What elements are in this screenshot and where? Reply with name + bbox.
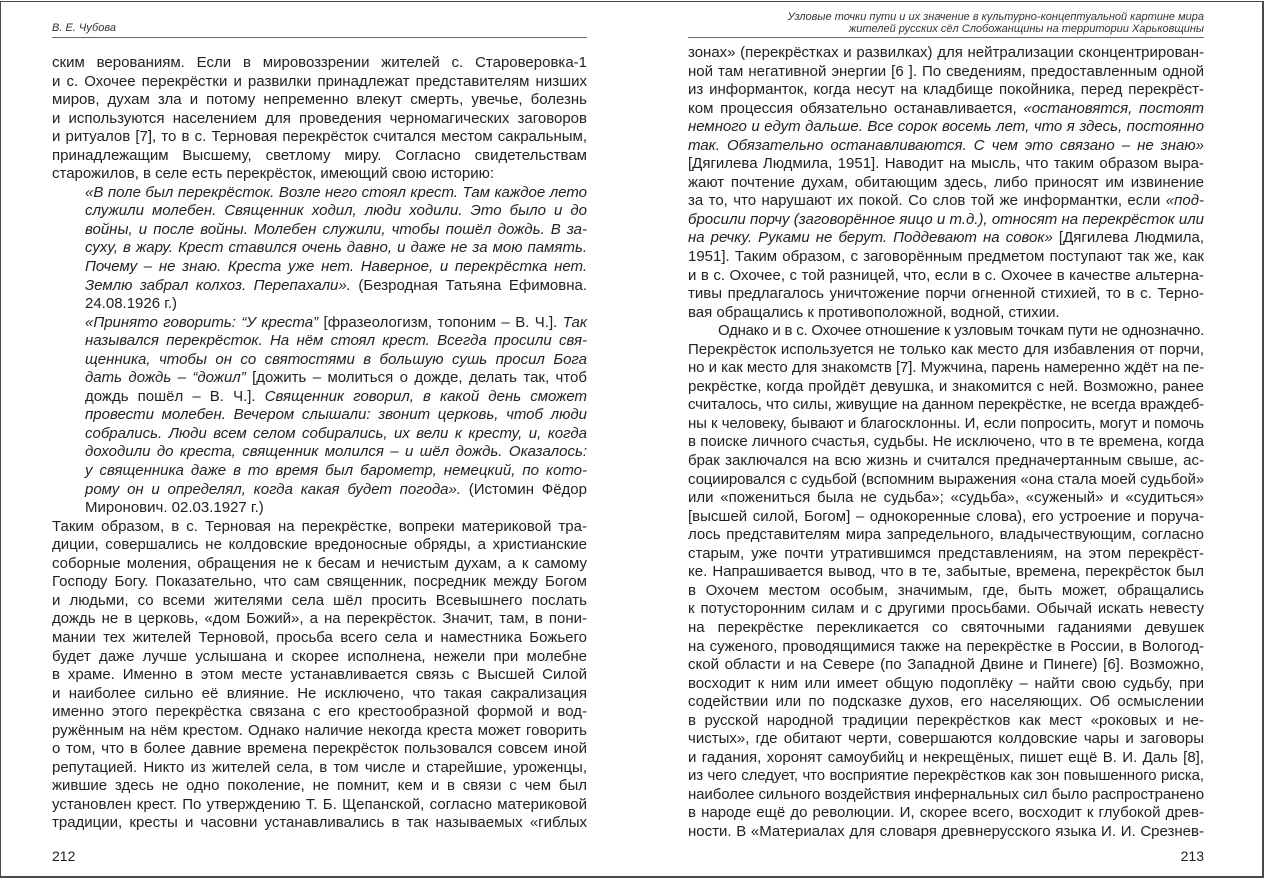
text: лось представителям мира запредельного, владычествующим, согласно	[688, 526, 1204, 544]
italic-text: собрались. Люди всем селом собирались, их вели к кресту, и, когда	[85, 424, 587, 442]
text-line	[52, 648, 587, 667]
text-line	[688, 100, 1204, 119]
text: тивы предлагалось уничтожение порчи огненной стихией, то в с. Терно-	[688, 285, 1204, 303]
header-rule	[52, 37, 587, 38]
text-line	[688, 545, 1204, 564]
text: или «пожениться была не судьба»; «судьба», «суженый» и «судиться»	[688, 489, 1204, 507]
italic-text: провести молебен. Вечером слышали: звонит церковь, чтоб люди	[85, 406, 587, 424]
text-line	[688, 396, 1204, 415]
text-line	[688, 712, 1204, 731]
text: 24.08.1926 г.)	[85, 295, 178, 313]
text: восходит к ним или имеет общую подоплёку – найти свою судьбу, при	[688, 674, 1204, 692]
text: дождь пошёл – В. Ч.].	[85, 387, 265, 405]
text-line	[688, 118, 1204, 137]
quote-line	[52, 351, 587, 370]
text-line	[52, 54, 587, 73]
text-line	[688, 63, 1204, 82]
text-line	[52, 610, 587, 629]
text-line	[688, 600, 1204, 619]
quote-line	[52, 184, 587, 203]
text: в храме. Именно в этом месте устанавливается связь с Высшей Силой	[52, 666, 587, 684]
text: соборные моления, обращения не к бесам и нечистым духам, а к самому	[52, 554, 587, 572]
text-line	[688, 749, 1204, 768]
text: Миронович. 02.03.1927 г.)	[85, 499, 264, 517]
text-line	[52, 666, 587, 685]
quote-line	[52, 277, 587, 296]
text: ружённым на нём крестом. Однако наличие некогда креста может говорить	[52, 721, 587, 739]
text-line	[688, 619, 1204, 638]
text-line	[688, 137, 1204, 156]
text-line	[52, 685, 587, 704]
text-line	[52, 703, 587, 722]
text-line	[688, 322, 1204, 341]
text-line	[688, 693, 1204, 712]
page-body-text	[52, 54, 587, 833]
quote-line	[52, 314, 587, 333]
italic-text: у священника даже в то время был барометр, немецкий, по кото-	[85, 462, 587, 480]
text: к потусторонним силам и с другими просьбами. Обычай искать невесту	[688, 600, 1204, 618]
italic-text: «Принято говорить: “У креста”	[85, 313, 319, 331]
quote-line	[52, 406, 587, 425]
text: Перекрёсток используется не только как место для избавления от порчи,	[688, 340, 1204, 358]
text-line	[688, 81, 1204, 100]
italic-text: войны, и после войны. Молебен служили, чтобы пошёл дождь. В за-	[85, 220, 587, 238]
text-line	[688, 267, 1204, 286]
text: и используются населением для проведения черномагических заговоров	[52, 109, 587, 127]
text-line	[688, 174, 1204, 193]
text: из чего следует, что восприятие перекрёстков как зон повышенного риска,	[688, 767, 1204, 785]
italic-text: служили молебен. Священник ходил, люди ходили. Это было и до	[85, 202, 587, 220]
text: мании тех жителей Терновой, просьба всего села и наместника Божьего	[52, 628, 587, 646]
text-line	[688, 248, 1204, 267]
text: старым, уже почти утратившимся представлениям, на этом перекрёст-	[688, 544, 1204, 562]
quote-line	[52, 462, 587, 481]
text: вая обращались к противоположной, водной, стихии.	[688, 303, 1060, 321]
italic-text: суху, в жару. Крест ставился очень давно, и даже не за мою память.	[85, 239, 587, 257]
text-line	[688, 359, 1204, 378]
text-line	[688, 786, 1204, 805]
text-line	[688, 526, 1204, 545]
text: чистых», где обитают черти, совершаются колдовские чары и заговоры	[688, 730, 1204, 748]
italic-text: Землю забрал колхоз. Перепахали».	[85, 276, 351, 294]
text: (Безродная Татьяна Ефимовна.	[350, 276, 587, 294]
text: (Истомин Фёдор	[460, 480, 587, 498]
italic-text: так. Обязательно останавливаются. С чем это связано – не знаю»	[688, 136, 1204, 154]
text-line	[52, 73, 587, 92]
text-line	[688, 229, 1204, 248]
quote-line	[52, 202, 587, 221]
running-head-author: В. Е. Чубова	[52, 22, 116, 34]
text-line	[52, 759, 587, 778]
quote-line	[52, 221, 587, 240]
page-body-text	[688, 44, 1204, 842]
italic-text: «В поле был перекрёсток. Возле него стоял крест. Там каждое лето	[85, 183, 587, 201]
text: именно этого перекрёстка связана с его крестообразной формой и вод-	[52, 703, 587, 721]
text: брак заключался на всю жизнь и считался предначертанным свыше, ас-	[688, 452, 1204, 470]
text-line	[52, 128, 587, 147]
text: в народе ещё до революции. И, скорее всего, восходит к глубокой древ-	[688, 804, 1204, 822]
text-line	[688, 638, 1204, 657]
text: ности. В «Материалах для словаря древнерусского языка И. И. Срезнев-	[688, 822, 1204, 840]
page-number: 213	[1180, 848, 1204, 864]
text: зонах» (перекрёстках и развилках) для нейтрализации сконцентрирован-	[688, 44, 1204, 61]
text: и людьми, со всеми жителями села шёл просить Всевышнего послать	[52, 591, 587, 609]
text-line	[52, 629, 587, 648]
text: из информанток, когда несут на кладбище покойника, перед перекрёст-	[688, 81, 1204, 99]
text: на перекрёстке перекликается со святочными гаданиями девушек	[688, 618, 1204, 636]
quote-line	[52, 369, 587, 388]
text: о том, что в более давние времена перекрёсток пользовался совсем иной	[52, 740, 587, 758]
text: но и как место для знакомств [7]. Мужчина, парень намеренно ждёт на пе-	[688, 359, 1204, 377]
text-line	[688, 452, 1204, 471]
text: жают почтение духам, обитающим здесь, либо приносят им извинение	[688, 173, 1204, 191]
running-head-line-1: Узловые точки пути и их значение в культурно-концептуальной картине мира	[787, 11, 1204, 23]
text: ком процессия обязательно останавливается,	[688, 99, 1024, 117]
text: ке. Напрашивается вывод, что в те, забытые, времена, перекрёсток был	[688, 563, 1204, 581]
text-line	[688, 192, 1204, 211]
text: Таким образом, в с. Терновая на перекрёстке, вопреки материковой тра-	[52, 517, 587, 535]
text: рекрёстке, когда пройдёт девушка, и знакомится с ней. Возможно, ранее	[688, 377, 1204, 395]
text: ской области и на Севере (по Западной Двине и Пинеге) [6]. Возможно,	[688, 656, 1204, 674]
text: 1951]. Таким образом, с заговорённым предметом поступают так же, как	[688, 248, 1204, 266]
text: принадлежащим Высшему, светлому миру. Согласно свидетельствам	[52, 146, 587, 164]
running-head-title	[688, 11, 1204, 35]
quote-line	[52, 425, 587, 444]
italic-text: назывался перекрёсток. На нём стоял крест. Всегда просили свя-	[85, 332, 587, 350]
text-line	[688, 823, 1204, 842]
text-line	[52, 592, 587, 611]
quote-line	[52, 481, 587, 500]
text: и в с. Охочее, с той разницей, что, если в с. Охочее в качестве альтерна-	[688, 266, 1204, 284]
text: наиболее сильного воздействия инфернальных сил было распространено	[688, 785, 1204, 803]
text-line	[688, 489, 1204, 508]
text: традиции, кресты и часовни устанавливались в так называемых «гиблых	[52, 814, 587, 832]
italic-text: на речку. Руками не берут. Поддевают на совок»	[688, 229, 1053, 247]
text: считалось, что силы, живущие на данном перекрёстке, не всегда враждеб-	[688, 396, 1204, 414]
text: на суженого, проводящимися также на перекрёстке в России, в Вологод-	[688, 637, 1204, 655]
text: ским верованиям. Если в мировоззрении жителей с. Староверовка-1	[52, 54, 587, 71]
text-line	[688, 656, 1204, 675]
text-line	[688, 582, 1204, 601]
text-line	[688, 433, 1204, 452]
quote-line	[52, 443, 587, 462]
text: диции, совершались не колдовские вредоносные обряды, а христианские	[52, 536, 587, 554]
italic-text: доходили до креста, священник молился – и шёл дождь. Оказалось:	[85, 443, 587, 461]
running-head-line-2: жителей русских сёл Слобожанщины на территории Харьковщины	[848, 23, 1204, 35]
text-line	[52, 165, 587, 184]
text: ной там негативной энергии [6 ]. По сведениям, предоставленным одной	[688, 62, 1204, 80]
page-number: 212	[52, 848, 76, 864]
text-line	[52, 147, 587, 166]
text-line	[52, 796, 587, 815]
text: в Охочем местом особым, значимым, где, быть может, обращались	[688, 581, 1204, 599]
text-line	[52, 573, 587, 592]
quote-line	[52, 332, 587, 351]
italic-text: «под-	[1165, 192, 1204, 210]
italic-text: щенника, чтобы он со святостями в большую сушь просил Бога	[85, 350, 587, 368]
quote-line	[52, 295, 587, 314]
text-line	[688, 508, 1204, 527]
text: [высшей силой, Богом] – однокоренные слова), его устроение и поруча-	[688, 507, 1204, 525]
text: старожилов, в селе есть перекрёсток, имеющий свою историю:	[52, 165, 494, 183]
text-line	[688, 767, 1204, 786]
text: в русской народной традиции перекрёстков как мест «роковых и не-	[688, 711, 1204, 729]
italic-text: «остановятся, постоят	[1023, 99, 1204, 117]
text: [дожить – молиться о дожде, делать так, чтоб	[245, 369, 587, 387]
quote-line	[52, 258, 587, 277]
text-line	[688, 378, 1204, 397]
text-line	[52, 518, 587, 537]
text-line	[52, 814, 587, 833]
text: в поиске личного счастья, судьбы. Не исключено, что в те времена, когда	[688, 433, 1204, 451]
italic-text: дать дождь – “дожил”	[85, 369, 246, 387]
text: миров, духам зла и потому непременно влекут смерть, увечье, болезнь	[52, 91, 587, 109]
text-line	[688, 804, 1204, 823]
text-line	[52, 722, 587, 741]
text-line	[688, 285, 1204, 304]
text-line	[52, 740, 587, 759]
text: и ритуалов [7], то в с. Терновая перекрёсток считался местом сакральным,	[52, 128, 587, 146]
text: будет даже лучше услышана и скорее исполнена, нежели при молебне	[52, 647, 587, 665]
text-line	[52, 555, 587, 574]
text: дождь не в церковь, «дом Божий», а на перекрёсток. Значит, там, в пони-	[52, 610, 587, 628]
text: социировался с судьбой (вспомним выражения «она стала моей судьбой»	[688, 470, 1204, 488]
text-line	[688, 563, 1204, 582]
header-rule	[688, 37, 1204, 38]
text-line	[688, 730, 1204, 749]
text: репутацией. Никто из жителей села, в том числе и старейшие, уроженцы,	[52, 758, 587, 776]
text: Господу Богу. Показательно, что сам священник, посредник между Богом	[52, 573, 587, 591]
text-line	[688, 155, 1204, 174]
text-line	[688, 44, 1204, 63]
text: ны к человеку, бывают и благосклонны. И, если попросить, могут и помочь	[688, 414, 1204, 432]
text-line	[52, 536, 587, 555]
text-line	[688, 675, 1204, 694]
text: [фразеологизм, топоним – В. Ч.].	[318, 313, 563, 331]
quote-line	[52, 239, 587, 258]
text: жившие здесь не одно поколение, не помнит, кем и в связи с чем был	[52, 777, 587, 795]
text: установлен крест. По утверждению Т. Б. Щепанской, согласно материковой	[52, 795, 587, 813]
text-line	[688, 415, 1204, 434]
text: и наиболее сильно её влияние. Не исключено, что такая сакрализация	[52, 684, 587, 702]
text-line	[688, 471, 1204, 490]
quote-line	[52, 499, 587, 518]
italic-text: рому он и определял, когда какая будет погода».	[85, 480, 461, 498]
italic-text: Почему – не знаю. Креста уже нет. Наверное, и перекрёстка нет.	[85, 258, 587, 276]
italic-text: немного и едут дальше. Все сорок восемь лет, что я здесь, постоянно	[688, 118, 1204, 136]
text: содействии или по подсказке духов, его населяющих. Об осмыслении	[688, 693, 1204, 711]
text-line	[688, 211, 1204, 230]
text-line	[688, 304, 1204, 323]
text-line	[52, 91, 587, 110]
italic-text: Священник говорил, в какой день сможет	[264, 387, 587, 405]
text: и гадания, хоронят самоубийц и некрещёных, пишет ещё В. И. Даль [8],	[688, 748, 1204, 766]
text: Однако и в с. Охочее отношение к узловым точкам пути не однозначно.	[718, 322, 1204, 340]
quote-line	[52, 388, 587, 407]
text-line	[688, 341, 1204, 360]
italic-text: бросили порчу (заговорённое яицо и т.д.), относят на перекрёсток или	[688, 210, 1204, 228]
text: [Дягилева Людмила,	[1052, 229, 1204, 247]
text-line	[52, 777, 587, 796]
text: за то, что нарушают их покой. Со слов той же информантки, если	[688, 192, 1166, 210]
text: [Дягилева Людмила, 1951]. Наводит на мысль, что таким образом выра-	[688, 155, 1204, 173]
italic-text: Так	[562, 313, 587, 331]
text: и с. Охочее перекрёстки и развилки принадлежат представителям низших	[52, 72, 587, 90]
text-line	[52, 110, 587, 129]
